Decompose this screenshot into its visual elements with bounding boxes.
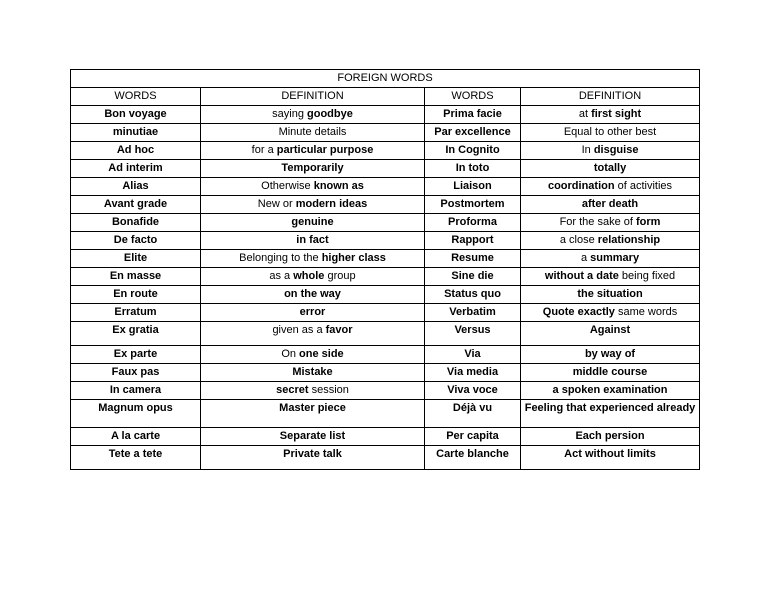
table-row bbox=[71, 346, 700, 364]
definition-cell bbox=[521, 214, 700, 232]
definition-bold-text: Temporarily bbox=[281, 162, 344, 174]
definition-cell bbox=[521, 322, 700, 346]
definition-text: saying bbox=[272, 108, 307, 120]
definition-cell bbox=[521, 446, 700, 470]
table-row bbox=[71, 178, 700, 196]
word-cell: Postmortem bbox=[425, 196, 521, 214]
definition-bold-text: particular purpose bbox=[276, 144, 374, 156]
definition-cell bbox=[521, 268, 700, 286]
definition-text: In bbox=[581, 144, 594, 156]
word-cell: Ad interim bbox=[71, 160, 201, 178]
word-cell: De facto bbox=[71, 232, 201, 250]
word-cell: Proforma bbox=[425, 214, 521, 232]
definition-bold-text: Quote exactly bbox=[542, 306, 615, 318]
word-cell: Tete a tete bbox=[71, 446, 201, 470]
table-row bbox=[71, 268, 700, 286]
table-row bbox=[71, 214, 700, 232]
word-cell: Bonafide bbox=[71, 214, 201, 232]
word-cell: Ex parte bbox=[71, 346, 201, 364]
word-cell: Elite bbox=[71, 250, 201, 268]
table-row bbox=[71, 106, 700, 124]
definition-bold-text: one side bbox=[299, 348, 344, 360]
definition-bold-text: by way of bbox=[584, 348, 636, 360]
definition-cell bbox=[201, 124, 425, 142]
definition-bold-text: form bbox=[636, 216, 661, 228]
word-cell: Faux pas bbox=[71, 364, 201, 382]
header-words-1: WORDS bbox=[71, 88, 201, 106]
word-cell: Par excellence bbox=[425, 124, 521, 142]
definition-cell bbox=[201, 364, 425, 382]
definition-cell bbox=[201, 428, 425, 446]
definition-text: a close bbox=[559, 234, 598, 246]
definition-bold-text: relationship bbox=[597, 234, 661, 246]
table-row bbox=[71, 124, 700, 142]
definition-bold-text: first sight bbox=[591, 108, 642, 120]
definition-text: a bbox=[580, 252, 591, 264]
definition-cell bbox=[521, 364, 700, 382]
word-cell: Versus bbox=[425, 322, 521, 346]
definition-text: New or bbox=[257, 198, 296, 210]
word-cell: Verbatim bbox=[425, 304, 521, 322]
table-row bbox=[71, 446, 700, 470]
word-cell: minutiae bbox=[71, 124, 201, 142]
table-row bbox=[71, 322, 700, 346]
definition-bold-text: genuine bbox=[291, 216, 334, 228]
definition-bold-text: error bbox=[299, 306, 326, 318]
definition-bold-text: Separate list bbox=[279, 430, 346, 442]
definition-cell bbox=[201, 346, 425, 364]
definition-cell bbox=[201, 382, 425, 400]
definition-text: Minute details bbox=[278, 126, 347, 138]
word-cell: Per capita bbox=[425, 428, 521, 446]
definition-cell bbox=[201, 178, 425, 196]
definition-bold-text: favor bbox=[325, 324, 353, 336]
definition-cell bbox=[201, 250, 425, 268]
definition-cell bbox=[521, 178, 700, 196]
word-cell: Liaison bbox=[425, 178, 521, 196]
table-row bbox=[71, 304, 700, 322]
definition-cell bbox=[201, 322, 425, 346]
word-cell: En masse bbox=[71, 268, 201, 286]
definition-bold-text: coordination bbox=[547, 180, 615, 192]
definition-cell bbox=[201, 106, 425, 124]
definition-text: Equal to other best bbox=[563, 126, 657, 138]
table-title: FOREIGN WORDS bbox=[71, 70, 700, 88]
word-cell: Magnum opus bbox=[71, 400, 201, 428]
table-row bbox=[71, 196, 700, 214]
definition-cell bbox=[521, 142, 700, 160]
definition-bold-text: higher class bbox=[321, 252, 386, 264]
word-cell: Ex gratia bbox=[71, 322, 201, 346]
word-cell: In Cognito bbox=[425, 142, 521, 160]
word-cell: Rapport bbox=[425, 232, 521, 250]
table-header-row bbox=[71, 88, 700, 106]
definition-cell bbox=[201, 446, 425, 470]
definition-cell bbox=[521, 286, 700, 304]
definition-cell bbox=[201, 214, 425, 232]
definition-bold-text: Private talk bbox=[283, 448, 342, 460]
definition-bold-text: whole bbox=[293, 270, 325, 282]
definition-bold-text: Each persion bbox=[575, 430, 645, 442]
word-cell: In camera bbox=[71, 382, 201, 400]
definition-text: as a bbox=[269, 270, 294, 282]
definition-bold-text: on the way bbox=[284, 288, 341, 300]
definition-cell bbox=[521, 106, 700, 124]
definition-cell bbox=[521, 346, 700, 364]
definition-bold-text: without a date bbox=[544, 270, 619, 282]
word-cell: Bon voyage bbox=[71, 106, 201, 124]
definition-bold-text: disguise bbox=[593, 144, 639, 156]
table-row bbox=[71, 250, 700, 268]
definition-cell bbox=[201, 286, 425, 304]
word-cell: Via media bbox=[425, 364, 521, 382]
foreign-words-table bbox=[70, 69, 700, 470]
definition-text: session bbox=[308, 384, 349, 396]
word-cell: Via bbox=[425, 346, 521, 364]
definition-cell bbox=[201, 400, 425, 428]
definition-text: for a bbox=[251, 144, 277, 156]
definition-text: group bbox=[324, 270, 356, 282]
word-cell: Carte blanche bbox=[425, 446, 521, 470]
definition-bold-text: in fact bbox=[296, 234, 329, 246]
definition-cell bbox=[521, 382, 700, 400]
definition-bold-text: Act without limits bbox=[564, 448, 656, 460]
header-definition-1: DEFINITION bbox=[201, 88, 425, 106]
definition-cell bbox=[201, 304, 425, 322]
definition-cell bbox=[201, 232, 425, 250]
word-cell: Ad hoc bbox=[71, 142, 201, 160]
definition-cell bbox=[521, 428, 700, 446]
definition-cell bbox=[521, 160, 700, 178]
definition-bold-text: Feeling that experienced already bbox=[524, 402, 696, 414]
definition-text: of activities bbox=[614, 180, 673, 192]
definition-cell bbox=[521, 304, 700, 322]
definition-bold-text: summary bbox=[590, 252, 640, 264]
definition-cell bbox=[201, 268, 425, 286]
definition-cell bbox=[201, 160, 425, 178]
definition-cell bbox=[521, 124, 700, 142]
definition-cell bbox=[521, 196, 700, 214]
definition-text: On bbox=[281, 348, 300, 360]
definition-bold-text: known as bbox=[313, 180, 364, 192]
definition-bold-text: middle course bbox=[572, 366, 648, 378]
word-cell: Prima facie bbox=[425, 106, 521, 124]
header-definition-2: DEFINITION bbox=[521, 88, 700, 106]
definition-bold-text: secret bbox=[276, 384, 309, 396]
word-cell: Déjà vu bbox=[425, 400, 521, 428]
definition-cell bbox=[201, 142, 425, 160]
definition-text: at bbox=[578, 108, 592, 120]
table-row bbox=[71, 364, 700, 382]
table-row bbox=[71, 400, 700, 428]
word-cell: Status quo bbox=[425, 286, 521, 304]
definition-bold-text: a spoken examination bbox=[552, 384, 668, 396]
table-row bbox=[71, 286, 700, 304]
definition-bold-text: goodbye bbox=[307, 108, 353, 120]
definition-bold-text: totally bbox=[593, 162, 627, 174]
definition-bold-text: Master piece bbox=[279, 402, 346, 414]
word-cell: Alias bbox=[71, 178, 201, 196]
word-cell: In toto bbox=[425, 160, 521, 178]
header-words-2: WORDS bbox=[425, 88, 521, 106]
definition-cell bbox=[521, 232, 700, 250]
definition-text: being fixed bbox=[618, 270, 676, 282]
definition-cell bbox=[521, 400, 700, 428]
definition-bold-text: after death bbox=[581, 198, 639, 210]
table-row bbox=[71, 160, 700, 178]
definition-text: Otherwise bbox=[261, 180, 314, 192]
definition-text: For the sake of bbox=[559, 216, 636, 228]
definition-cell bbox=[201, 196, 425, 214]
table-title-row bbox=[71, 70, 700, 88]
word-cell: Avant grade bbox=[71, 196, 201, 214]
table-row bbox=[71, 142, 700, 160]
word-cell: A la carte bbox=[71, 428, 201, 446]
definition-bold-text: the situation bbox=[577, 288, 643, 300]
definition-bold-text: Against bbox=[589, 324, 631, 336]
definition-bold-text: modern ideas bbox=[295, 198, 368, 210]
word-cell: Sine die bbox=[425, 268, 521, 286]
table-row bbox=[71, 428, 700, 446]
definition-text: Belonging to the bbox=[239, 252, 322, 264]
definition-bold-text: Mistake bbox=[292, 366, 333, 378]
table-row bbox=[71, 232, 700, 250]
definition-cell bbox=[521, 250, 700, 268]
word-cell: Resume bbox=[425, 250, 521, 268]
definition-text: same words bbox=[614, 306, 678, 318]
word-cell: Viva voce bbox=[425, 382, 521, 400]
table-row bbox=[71, 382, 700, 400]
word-cell: Erratum bbox=[71, 304, 201, 322]
definition-text: given as a bbox=[272, 324, 326, 336]
word-cell: En route bbox=[71, 286, 201, 304]
